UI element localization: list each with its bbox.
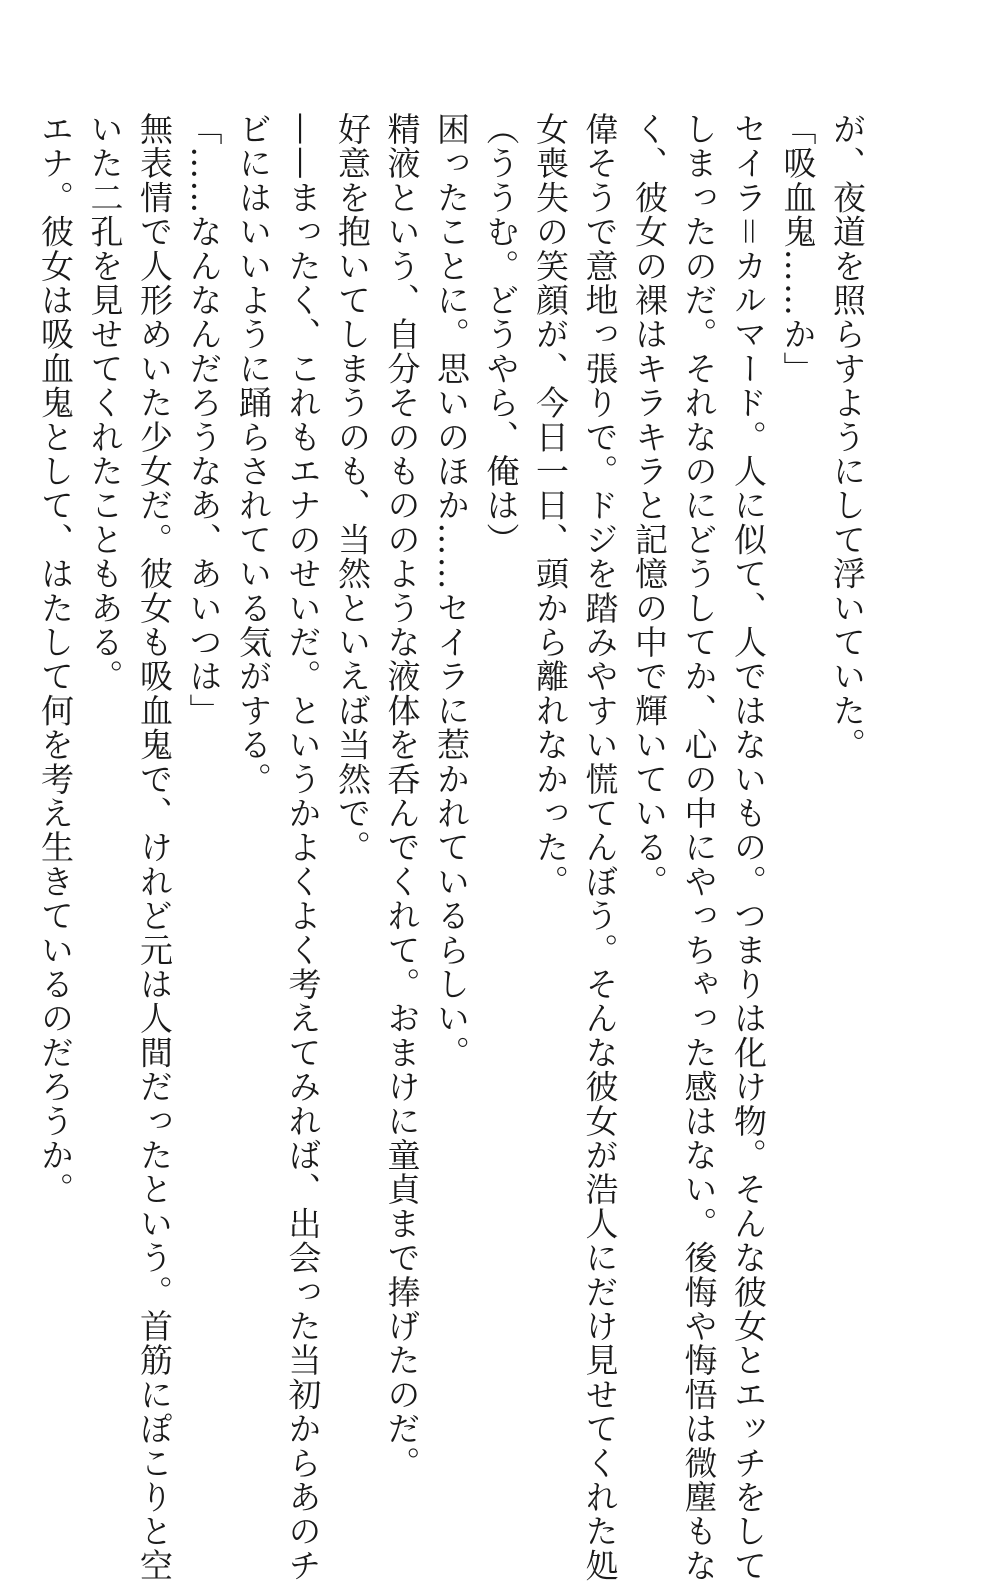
- text-line: が、夜道を照らすようにして浮いていた。: [828, 112, 867, 762]
- text-line: 偉そうで意地っ張りで。ドジを踏みやすい慌てんぼう。そんな彼女が浩人にだけ見せてくれた処: [580, 112, 620, 1583]
- text-line: 女喪失の笑顔が、今日一日、頭から離れなかった。: [531, 112, 570, 899]
- text-line: く、彼女の裸はキラキラと記憶の中で輝いている。: [630, 112, 669, 899]
- vertical-text-body: [36, 112, 872, 1583]
- text-line: 困ったことに。思いのほか……セイラに惹かれているらしい。: [432, 112, 471, 1070]
- text-line: いた二孔を見せてくれたこともある。: [85, 112, 125, 694]
- text-line: ビにはいいように踊らされている気がする。: [234, 112, 273, 796]
- text-line: エナ。彼女は吸血鬼として、はたして何を考え生きているのだろうか。: [36, 112, 75, 1207]
- text-line: 精液という、自分そのもののような液体を呑んでくれて。おまけに童貞まで捧げたのだ。: [382, 112, 422, 1480]
- text-line: 無表情で人形めいた少女だ。彼女も吸血鬼で、けれど元は人間だったという。首筋にぽこりと空: [135, 112, 174, 1583]
- text-line: セイラ＝カルマード。人に似て、人ではないもの。つまりは化け物。そんな彼女とエッチをして: [729, 112, 768, 1583]
- text-line: （ううむ。どうやら、俺は）: [481, 112, 521, 557]
- text-line: 「吸血鬼……か」: [778, 112, 818, 386]
- text-line: ——まったく、これもエナのせいだ。というかよくよく考えてみれば、出会った当初からあのチ: [283, 112, 323, 1583]
- text-line: しまったのだ。それなのにどうしてか、心の中にやっちゃった感はない。後悔や悔悟は微塵もな: [679, 112, 719, 1583]
- text-line: 好意を抱いてしまうのも、当然といえば当然で。: [333, 112, 372, 865]
- text-line: 「……なんなんだろうなあ、あいつは」: [184, 112, 224, 728]
